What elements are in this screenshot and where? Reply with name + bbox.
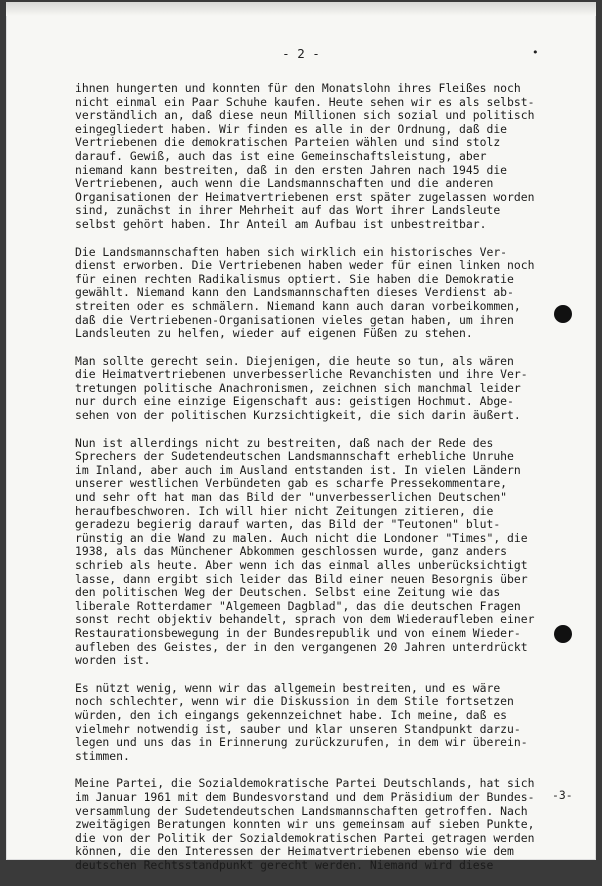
paragraph bbox=[75, 82, 581, 232]
text-line: stimmen. bbox=[75, 748, 130, 763]
text-line: können, die den Interessen der Heimatvertriebenen ebenso wie dem bbox=[75, 844, 514, 859]
text-line: Nun ist allerdings nicht zu bestreiten, daß nach der Rede des bbox=[75, 435, 494, 450]
text-line: die von der Politik der Sozialdemokratischen Partei getragen werden bbox=[75, 830, 535, 845]
text-line: den politischen Weg der Deutschen. Selbst eine Zeitung wie das bbox=[75, 585, 501, 600]
text-line: Die Landsmannschaften haben sich wirklich ein historisches Ver- bbox=[75, 244, 508, 259]
text-line: für einen rechten Radikalismus optiert. Sie haben die Demokratie bbox=[75, 271, 514, 286]
text-line: deutschen Rechtsstandpunkt gerecht werden. Niemand wird diese bbox=[75, 857, 494, 872]
text-line: niemand kann bestreiten, daß in den ersten Jahren nach 1945 die bbox=[75, 162, 508, 177]
text-line: liberale Rotterdamer "Algemeen Dagblad", das die deutschen Fragen bbox=[75, 598, 521, 613]
text-line: noch schlechter, wenn wir die Diskussion in dem Stile fortsetzen bbox=[75, 694, 514, 709]
text-line: tretungen politische Anachronismen, zeichnen sich manchmal leider bbox=[75, 380, 521, 395]
text-line: nur durch eine einzige Eigenschaft aus: geistigen Hochmut. Abge- bbox=[75, 394, 514, 409]
text-line: selbst gehört haben. Ihr Anteil am Aufbau ist unbestreitbar. bbox=[75, 216, 487, 231]
paragraph bbox=[75, 682, 581, 764]
text-line: streiten oder es schmälern. Niemand kann auch daran vorbeikommen, bbox=[75, 298, 521, 313]
text-line: rünstig an die Wand zu malen. Auch nicht die Londoner "Times", die bbox=[75, 530, 528, 545]
text-line: die Heimatvertriebenen unverbesserliche Revanchisten und ihre Ver- bbox=[75, 367, 528, 382]
scan-edge bbox=[6, 2, 596, 16]
text-line: dienst erworben. Die Vertriebenen haben weder für einen linken noch bbox=[75, 258, 535, 273]
punch-hole-icon bbox=[554, 625, 572, 643]
text-line: versammlung der Sudetendeutschen Landsmannschaften getroffen. Nach bbox=[75, 803, 528, 818]
corner-mark: • bbox=[532, 46, 539, 59]
next-page-marker: -3- bbox=[552, 788, 573, 802]
text-line: darauf. Gewiß, auch das ist eine Gemeinschaftsleistung, aber bbox=[75, 148, 487, 163]
paragraph bbox=[75, 777, 581, 872]
text-line: Landsleuten zu helfen, wieder auf eigenen Füßen zu stehen. bbox=[75, 326, 473, 341]
text-line: schrieb als heute. Aber wenn ich das einmal alles unberücksichtigt bbox=[75, 558, 528, 572]
text-line: worden ist. bbox=[75, 653, 151, 668]
punch-hole-icon bbox=[554, 305, 572, 323]
text-line: Vertriebenen die demokratischen Parteien wählen und sind stolz bbox=[75, 135, 501, 150]
text-line: eingegliedert haben. Wir finden es alle in der Ordnung, daß die bbox=[75, 121, 508, 136]
document-page bbox=[6, 2, 596, 872]
text-line: Vertriebenen, auch wenn die Landsmannschaften und die anderen bbox=[75, 176, 494, 191]
text-line: verständlich an, daß diese neun Millionen sich sozial und politisch bbox=[75, 108, 535, 123]
text-line: 1938, als das Münchener Abkommen geschlossen wurde, ganz anders bbox=[75, 544, 508, 559]
text-line: würden, den ich eingangs gekennzeichnet habe. Ich meine, daß es bbox=[75, 707, 508, 722]
text-line: ihnen hungerten und konnten für den Monatslohn ihres Fleißes noch bbox=[75, 81, 521, 95]
text-line: unserer westlichen Verbündeten gab es scharfe Pressekommentare, bbox=[75, 476, 508, 491]
paragraph bbox=[75, 246, 581, 341]
text-line: zweitägigen Beratungen konnten wir uns gemeinsam auf sieben Punkte, bbox=[75, 817, 535, 832]
text-line: gewählt. Niemand kann den Landsmannschaften dieses Verdienst ab- bbox=[75, 285, 514, 300]
text-line: Sprechers der Sudetendeutschen Landsmannschaft erhebliche Unruhe bbox=[75, 449, 514, 464]
text-line: daß die Vertriebenen-Organisationen vieles getan haben, um ihren bbox=[75, 312, 514, 327]
text-line: aufleben des Geistes, der in den vergangenen 20 Jahren unterdrückt bbox=[75, 639, 528, 654]
text-line: geradezu begierig darauf warten, das Bild der "Teutonen" blut- bbox=[75, 517, 501, 532]
text-line: Es nützt wenig, wenn wir das allgemein bestreiten, und es wäre bbox=[75, 680, 501, 695]
text-line: nicht einmal ein Paar Schuhe kaufen. Heute sehen wir es als selbst- bbox=[75, 94, 535, 109]
text-line: Restaurationsbewegung in der Bundesrepublik und von einem Wieder- bbox=[75, 625, 521, 640]
text-line: Meine Partei, die Sozialdemokratische Partei Deutschlands, hat sich bbox=[75, 776, 535, 791]
text-line: im Januar 1961 mit dem Bundesvorstand und dem Präsidium der Bundes- bbox=[75, 789, 535, 804]
page-number: - 2 - bbox=[282, 46, 320, 61]
text-line: heraufbeschworen. Ich will hier nicht Zeitungen zitieren, die bbox=[75, 503, 494, 518]
text-line: sehen von der politischen Kurzsichtigkeit, die sich darin äußert. bbox=[75, 408, 521, 423]
text-line: lasse, dann ergibt sich leider das Bild einer neuen Besorgnis über bbox=[75, 571, 528, 586]
text-line: vielmehr notwendig ist, sauber und klar unseren Standpunkt darzu- bbox=[75, 721, 521, 736]
text-line: Organisationen der Heimatvertriebenen erst später zugelassen worden bbox=[75, 189, 535, 204]
body-text bbox=[75, 82, 581, 886]
paragraph bbox=[75, 355, 581, 423]
text-line: Man sollte gerecht sein. Diejenigen, die heute so tun, als wären bbox=[75, 353, 514, 368]
text-line: sind, zunächst in ihrer Mehrheit auf das Wort ihrer Landsleute bbox=[75, 203, 501, 218]
text-line: und sehr oft hat man das Bild der "unverbesserlichen Deutschen" bbox=[75, 490, 508, 505]
text-line: im Inland, aber auch im Ausland entstanden ist. In vielen Ländern bbox=[75, 462, 521, 477]
paragraph bbox=[75, 437, 581, 668]
text-line: legen und uns das in Erinnerung zurückzurufen, in dem wir überein- bbox=[75, 735, 528, 750]
text-line: sonst recht objektiv behandelt, sprach von dem Wiederaufleben einer bbox=[75, 612, 535, 627]
